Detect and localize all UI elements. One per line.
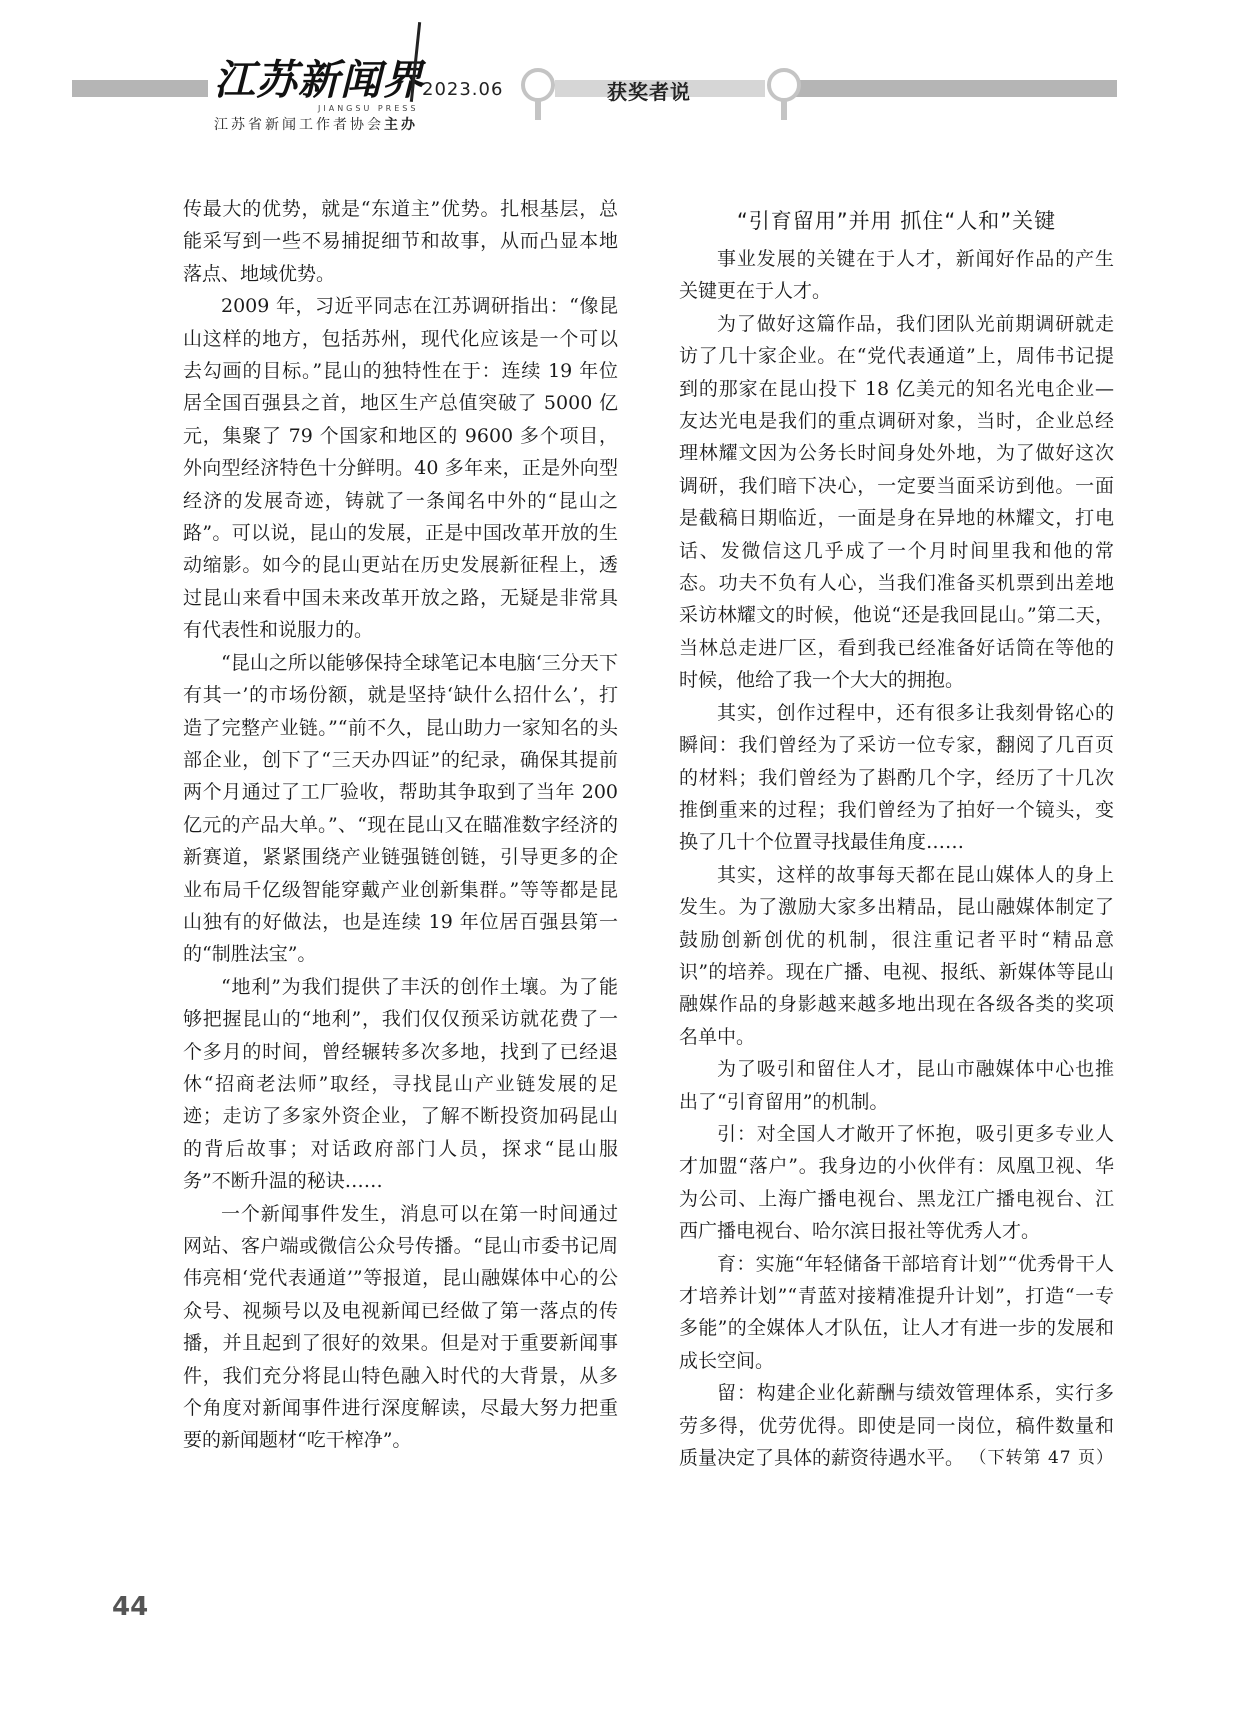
paragraph: “地利”为我们提供了丰沃的创作土壤。为了能够把握昆山的“地利”，我们仅仅预采访就花费了一个多月的时间，曾经辗转多次多地，找到了已经退休“招商老法师”取经，寻找昆山产业链发展的足迹；走访了多家外资企业，了解不断投资加码昆山的背后故事；对话政府部门人员，探求“昆山服务”不断升温的秘诀……	[183, 975, 618, 1193]
page-number: 44	[112, 1592, 149, 1622]
paragraph: 其实，这样的故事每天都在昆山媒体人的身上发生。为了激励大家多出精品，昆山融媒体制定了鼓励创新创优的机制，很注重记者平时“精品意识”的培养。现在广播、电视、报纸、新媒体等昆山融媒作品的身影越来越多地出现在各级各类的奖项名单中。	[679, 863, 1114, 1048]
paragraph: 传最大的优势，就是“东道主”优势。扎根基层，总能采写到一些不易捕捉细节和故事，从而凸显本地落点、地域优势。	[183, 198, 618, 285]
magazine-title: 江苏新闻界	[214, 56, 424, 104]
paragraph: 引：对全国人才敞开了怀抱，吸引更多专业人才加盟“落户”。我身边的小伙伴有：凤凰卫视、华为公司、上海广播电视台、黑龙江广播电视台、江西广播电视台、哈尔滨日报社等优秀人才。	[679, 1122, 1114, 1243]
paragraph: 其实，创作过程中，还有很多让我刻骨铭心的瞬间：我们曾经为了采访一位专家，翻阅了几百页的材料；我们曾经为了斟酌几个字，经历了十几次推倒重来的过程；我们曾经为了拍好一个镜头，变换了几十个位置寻找最佳角度……	[679, 701, 1114, 854]
issue-number: 2023.06	[422, 79, 504, 100]
paragraph: “昆山之所以能够保持全球笔记本电脑‘三分天下有其一’的市场份额，就是坚持‘缺什么招什么’，打造了完整产业链。”“前不久，昆山助力一家知名的头部企业，创下了“三天办四证”的纪录，确保其提前两个月通过了工厂验收，帮助其争取到了当年 200 亿元的产品大单。”、“现在昆山又在瞄准数字经济的新赛道，紧紧围绕产业链强链创链，引导更多的企业布局千亿级智能穿戴产业创新集群。”等等都是昆山独有的好做法，也是连续 19 年位居百强县第一的“制胜法宝”。	[183, 651, 618, 966]
organizer-suffix: 主办	[384, 117, 418, 133]
subsection-heading: “引育留用”并用 抓住“人和”关键	[736, 209, 1057, 233]
paragraph: 留：构建企业化薪酬与绩效管理体系，实行多劳多得，优劳优得。即使是同一岗位，稿件数量和质量决定了具体的薪资待遇水平。	[679, 1382, 1114, 1470]
paragraph: 育：实施“年轻储备干部培育计划”“优秀骨干人才培养计划”“青蓝对接精准提升计划”，打造“一专多能”的全媒体人才队伍，让人才有进一步的发展和成长空间。	[679, 1252, 1114, 1372]
organizer-name: 江苏省新闻工作者协会	[214, 117, 384, 133]
paragraph: 为了吸引和留住人才，昆山市融媒体中心也推出了“引育留用”的机制。	[679, 1058, 1114, 1113]
paragraph: 一个新闻事件发生，消息可以在第一时间通过网站、客户端或微信公众号传播。“昆山市委书记周伟亮相‘党代表通道’”等报道，昆山融媒体中心的公众号、视频号以及电视新闻已经做了第一落点的传播，并且起到了很好的效果。但是对于重要新闻事件，我们充分将昆山特色融入时代的大背景，从多个角度对新闻事件进行深度解读，尽最大努力把重要的新闻题材“吃干榨净”。	[183, 1202, 618, 1452]
pin-icon	[767, 68, 801, 102]
paragraph: 事业发展的关键在于人才，新闻好作品的产生关键更在于人才。	[679, 248, 1114, 303]
organizer-line	[214, 114, 418, 134]
header-bar-left	[72, 80, 208, 97]
section-title: 获奖者说	[607, 80, 691, 104]
header-bar-right	[795, 80, 1117, 97]
right-column	[679, 205, 1114, 1475]
continued-note: （下转第 47 页）	[969, 1448, 1114, 1469]
magazine-english-name: JIANGSU PRESS	[318, 104, 419, 113]
left-column	[183, 193, 618, 1457]
paragraph: 2009 年，习近平同志在江苏调研指出：“像昆山这样的地方，包括苏州，现代化应该是一个可以去勾画的目标。”昆山的独特性在于：连续 19 年位居全国百强县之首，地区生产总值突破了 5000 亿元，集聚了 79 个国家和地区的 9600 多个项目，外向型经济特色十分鲜明。40 多年来，正是外向型经济的发展奇迹，铸就了一条闻名中外的“昆山之路”。可以说，昆山的发展，正是中国改革开放的生动缩影。如今的昆山更站在历史发展新征程上，透过昆山来看中国未来改革开放之路，无疑是非常具有代表性和说服力的。	[183, 295, 618, 642]
paragraph: 为了做好这篇作品，我们团队光前期调研就走访了几十家企业。在“党代表通道”上，周伟书记提到的那家在昆山投下 18 亿美元的知名光电企业—友达光电是我们的重点调研对象，当时，企业总经理林耀文因为公务长时间身处外地，为了做好这次调研，我们暗下决心，一定要当面采访到他。一面是截稿日期临近，一面是身在异地的林耀文，打电话、发微信这几乎成了一个月时间里我和他的常态。功夫不负有人心，当我们准备买机票到出差地采访林耀文的时候，他说“还是我回昆山。”第二天，当林总走进厂区，看到我已经准备好话筒在等他的时候，他给了我一个大大的拥抱。	[679, 312, 1114, 692]
pin-icon	[521, 68, 555, 102]
